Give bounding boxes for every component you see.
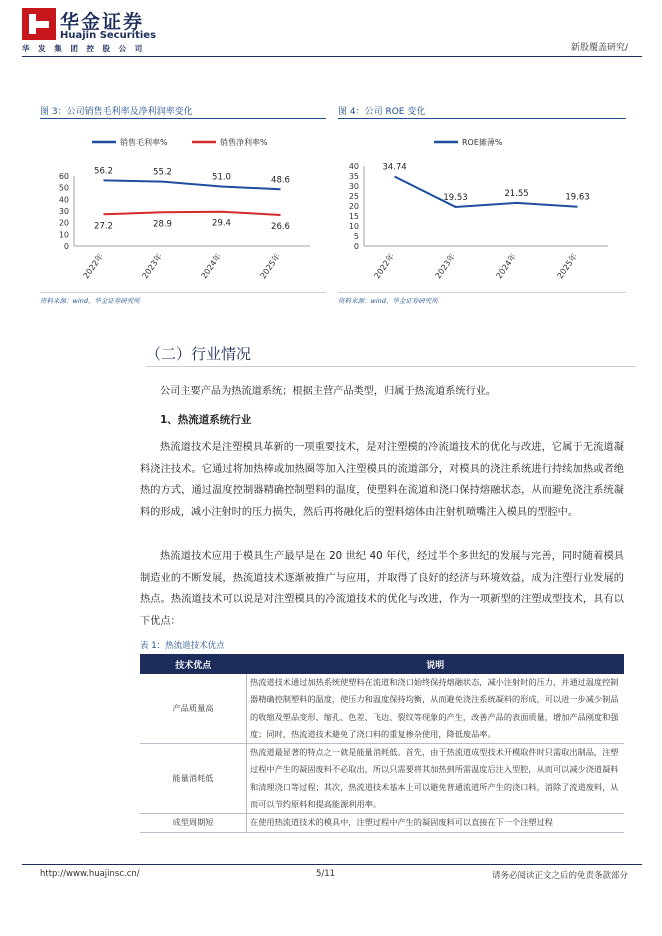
table-title: 表 1：热流道技术优点 xyxy=(140,641,225,651)
series-line xyxy=(104,180,281,189)
data-label: 56.2 xyxy=(94,166,113,177)
table-row xyxy=(140,814,624,832)
figure4-chart xyxy=(338,122,626,290)
x-tick-label: 2025年 xyxy=(555,251,580,281)
y-tick-label: 0 xyxy=(63,242,69,251)
x-tick-label: 2024年 xyxy=(494,251,519,281)
description-cell: 热流道最显著的特点之一就是能量消耗低。首先，由于热流道成型技术开模取件时只需取出制品，注塑过程中产生的凝固废料不必取出，所以只需要将其加热到所需温度后注入型腔，从而可以减少浇道凝料和清理浇口等过程；其次，热流道技术基本上可以避免普通流道所产生的浇口料，消除了流道废料，从而可以节约原料和提高能源利用率。 xyxy=(247,744,625,814)
y-tick-label: 50 xyxy=(58,183,69,193)
subsection-heading: 1、热流道系统行业 xyxy=(160,414,252,426)
y-tick-label: 40 xyxy=(348,162,359,171)
advantage-cell: 能量消耗低 xyxy=(140,744,247,814)
data-label: 19.63 xyxy=(565,192,590,203)
footer-disclaimer: 请务必阅读正文之后的免责条款部分 xyxy=(491,871,628,881)
figure3-bottom-rule xyxy=(40,292,326,293)
brand-tagline: 华 发 集 团 控 股 公 司 xyxy=(22,44,146,53)
data-label: 28.9 xyxy=(153,219,172,230)
section-heading: （二）行业情况 xyxy=(146,345,252,363)
table-row xyxy=(140,674,624,744)
paragraph-2: 热流道技术应用于模具生产最早是在 20 世纪 40 年代，经过半个多世纪的发展与完善，同时随着模具制造业的不断发展，热流道技术逐渐被推广与应用，并取得了良好的经济与环境效益，成为注塑行业发展的热点。热流道技术可以说是对注塑模具的冷流道技术的优化与改进，作为一项新型的注塑成型技术，具有以下优点： xyxy=(140,551,624,627)
data-label: 19.53 xyxy=(443,192,468,203)
y-tick-label: 40 xyxy=(58,195,69,205)
x-tick-label: 2022年 xyxy=(372,251,397,281)
header-divider xyxy=(22,56,642,57)
y-tick-label: 15 xyxy=(348,212,359,221)
intro-paragraph: 公司主要产品为热流道系统；根据主营产品类型，归属于热流道系统行业。 xyxy=(160,386,497,397)
brand-name-cn: 华金证券 xyxy=(60,11,145,33)
header-advantage: 技术优点 xyxy=(140,654,247,674)
figure4-bottom-rule xyxy=(338,292,626,293)
report-type: 新股覆盖研究/ xyxy=(570,43,628,53)
figure3-source: 资料来源：wind、华金证券研究所 xyxy=(40,297,140,305)
series-line xyxy=(104,212,281,215)
data-label: 55.2 xyxy=(153,167,172,178)
y-tick-label: 10 xyxy=(58,230,69,240)
section-rule xyxy=(146,366,636,367)
y-tick-label: 30 xyxy=(58,207,69,216)
x-tick-label: 2025年 xyxy=(258,251,283,281)
x-tick-label: 2023年 xyxy=(140,251,165,281)
figure4-title: 图 4：公司 ROE 变化 xyxy=(338,107,426,117)
figure4-top-rule xyxy=(338,118,626,119)
legend-label: ROE摊薄% xyxy=(462,138,503,147)
data-label: 48.6 xyxy=(271,175,290,186)
legend-label: 销售净利率% xyxy=(220,138,268,147)
figure3-top-rule xyxy=(40,118,326,119)
y-tick-label: 5 xyxy=(353,232,359,241)
y-tick-label: 30 xyxy=(348,182,359,191)
advantages-table xyxy=(140,654,624,833)
x-tick-label: 2023年 xyxy=(433,251,458,281)
figure3-chart xyxy=(40,122,328,290)
brand-name-en: Huajin Securities xyxy=(60,30,157,41)
figure4-source: 资料来源：wind、华金证券研究所 xyxy=(338,297,438,305)
description-cell: 热流道技术通过加热系统使塑料在流道和浇口始终保持熔融状态，减小注射时的压力，并通过温度控制器精确控制塑料的温度，使压力和温度保持均衡，从而避免浇注系统凝料的形成，可以进一步减少制品的收缩及塑品变形、缩孔、色差、飞边、裂纹等现象的产生，改善产品的表面质量，增加产品刚度和强度；同时，热流道技术避免了浇口料的重复掺杂使用，降低废品率。 xyxy=(247,674,625,744)
y-tick-label: 10 xyxy=(348,222,359,231)
page-number: 5/11 xyxy=(316,869,336,879)
x-tick-label: 2022年 xyxy=(81,251,106,281)
footer-url[interactable]: http://www.huajinsc.cn/ xyxy=(40,869,140,879)
table-header-row xyxy=(140,654,624,674)
y-tick-label: 25 xyxy=(348,192,359,201)
y-tick-label: 20 xyxy=(348,202,359,211)
x-tick-label: 2024年 xyxy=(199,251,224,281)
y-tick-label: 0 xyxy=(353,242,359,251)
company-logo xyxy=(22,8,56,40)
header-description: 说明 xyxy=(247,654,625,674)
y-tick-label: 60 xyxy=(58,172,69,181)
data-label: 26.6 xyxy=(271,221,290,232)
y-tick-label: 35 xyxy=(348,172,359,181)
figure3-title: 图 3：公司销售毛利率及净利润率变化 xyxy=(40,107,193,117)
data-label: 34.74 xyxy=(382,162,407,173)
description-cell: 在使用热流道技术的模具中，注塑过程中产生的凝固废料可以直接在下一个注塑过程 xyxy=(247,814,625,832)
footer-divider xyxy=(22,864,642,865)
data-label: 21.55 xyxy=(504,188,529,199)
paragraph-1: 热流道技术是注塑模具革新的一项重要技术，是对注塑模的冷流道技术的优化与改进，它属于无流道凝料浇注技术。它通过将加热棒或加热圈等加入注塑模具的流道部分，对模具的浇注系统进行持续加热或者绝热的方式，通过温度控制器精确控制塑料的温度，使塑料在流道和浇口保持熔融状态，从而避免浇注系统凝料的形成，减小注射时的压力损失，然后再将融化后的塑料熔体由注射机喷嘴注入模具的型腔中。 xyxy=(140,442,624,518)
y-tick-label: 20 xyxy=(58,218,69,228)
table-row xyxy=(140,744,624,814)
data-label: 27.2 xyxy=(94,221,113,232)
data-label: 29.4 xyxy=(212,218,231,229)
advantage-cell: 成型周期短 xyxy=(140,814,247,832)
legend-label: 销售毛利率% xyxy=(120,138,168,147)
series-line xyxy=(395,177,578,207)
advantage-cell: 产品质量高 xyxy=(140,674,247,744)
data-label: 51.0 xyxy=(212,172,231,183)
